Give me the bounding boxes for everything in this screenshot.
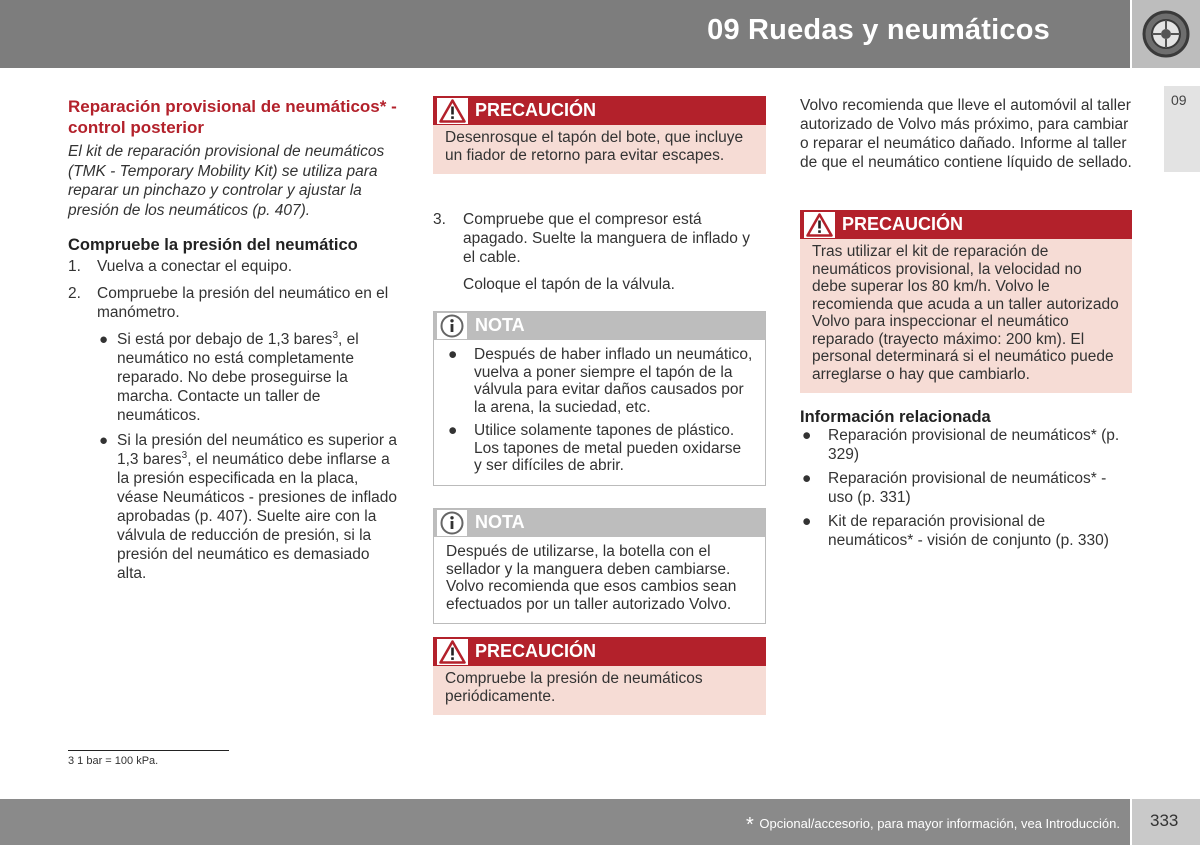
related-link-text[interactable]: Reparación provisional de neumáticos* (p. 329): [828, 427, 1120, 463]
tire-icon-box: [1132, 0, 1200, 68]
warning-header: [433, 96, 766, 125]
warning-icon-box: [437, 639, 468, 665]
warning-box-1: [433, 96, 766, 174]
note-bullet-text: Utilice solamente tapones de plástico. Los tapones de metal pueden oxidarse y ser difíciles de abrir.: [474, 422, 742, 474]
footer-asterisk: *: [746, 814, 754, 836]
bullet-dot-icon: ●: [802, 427, 812, 444]
bullet-text: Si está por debajo de 1,3 bares: [117, 331, 333, 348]
step-number: 1.: [68, 258, 81, 275]
related-heading: Información relacionada: [800, 408, 991, 426]
step-3-extra: Coloque el tapón de la válvula.: [463, 276, 675, 293]
note-text: Después de utilizarse, la botella con el sellador y la manguera deben cambiarse. Volvo recomienda que esos cambios sean efectuados por un taller autorizado Volvo.: [434, 537, 765, 623]
bullet-text: Si la presión del neumático es superior a 1,3 bares: [117, 432, 398, 468]
related-link-text[interactable]: Reparación provisional de neumáticos* - uso (p. 331): [828, 470, 1107, 506]
step-text: Vuelva a conectar el equipo.: [97, 258, 293, 275]
warning-text: Desenrosque el tapón del bote, que incluye un fiador de retorno para evitar escapes.: [433, 125, 766, 174]
note-bullet-text: Después de haber inflado un neumático, vuelva a poner siempre el tapón de la válvula para evitar daños causados por la arena, la suciedad, etc.: [474, 346, 753, 416]
footnote: 3 1 bar = 100 kPa.: [68, 755, 159, 767]
warning-label: PRECAUCIÓN: [475, 100, 597, 120]
step-3: [433, 210, 766, 267]
step-text: Compruebe la presión del neumático en el manómetro.: [97, 285, 389, 321]
note-label: NOTA: [475, 512, 525, 532]
bullet-text: , el neumático no está completamente reparado. No debe proseguirse la marcha. Contacte un taller de neumáticos.: [117, 331, 359, 424]
bullet-text: , el neumático debe inflarse a la presión especificada en la placa, véase Neumáticos - presiones de inflado aprobadas (p. 407). Suelte aire con la válvula de reducción de presión, si la presión del neumático es demasiado alta.: [117, 451, 398, 582]
tire-icon: [1141, 9, 1191, 59]
note-header: [434, 509, 765, 537]
footnote-ref[interactable]: 3: [332, 330, 338, 341]
bullet-dot-icon: ●: [448, 346, 458, 363]
note-box-1: [433, 311, 766, 486]
note-label: NOTA: [475, 315, 525, 335]
info-icon: [440, 314, 464, 338]
info-icon-box: [437, 510, 467, 536]
bullet-item: [97, 431, 400, 583]
bullet-dot-icon: ●: [802, 513, 812, 530]
warning-header: [433, 637, 766, 666]
column-3: [800, 96, 1132, 172]
step-1: [68, 257, 400, 276]
bullet-dot-icon: ●: [802, 470, 812, 487]
footer-bar: [0, 799, 1130, 845]
warning-header: [800, 210, 1132, 239]
page-number: 333: [1150, 811, 1179, 830]
column-1: [68, 96, 400, 583]
related-info: [800, 408, 1132, 550]
bullet-dot-icon: ●: [448, 422, 458, 439]
note-body: [434, 340, 765, 485]
warning-icon-box: [804, 212, 835, 238]
chapter-tab[interactable]: [1164, 86, 1200, 172]
step-number: 3.: [433, 211, 446, 228]
note-header: [434, 312, 765, 340]
related-link[interactable]: [800, 513, 1132, 550]
page-number-box: [1132, 799, 1200, 845]
bullet-dot-icon: ●: [99, 432, 109, 449]
footer-note-text: Opcional/accesorio, para mayor información, vea Introducción.: [759, 816, 1120, 831]
column-3-intro: Volvo recomienda que lleve el automóvil al taller autorizado de Volvo más próximo, para cambiar o reparar el neumático dañado. Informe al taller de que el neumático contiene líquido de sellado.: [800, 97, 1132, 171]
warning-box-2: [433, 637, 766, 715]
footnote-divider: [68, 750, 229, 751]
note-box-2: [433, 508, 766, 624]
footnote-ref[interactable]: 3: [181, 450, 188, 461]
step-number: 2.: [68, 285, 81, 302]
bullet-dot-icon: ●: [99, 331, 109, 348]
footer-note: [746, 814, 1120, 837]
warning-box-3: [800, 210, 1132, 393]
info-icon: [440, 511, 464, 535]
warning-triangle-icon: [439, 640, 466, 664]
related-link-text[interactable]: Kit de reparación provisional de neumáticos* - visión de conjunto (p. 330): [828, 513, 1109, 549]
header-bar: [0, 0, 1130, 68]
warning-triangle-icon: [806, 213, 833, 237]
step-3-block: [433, 208, 766, 294]
intro-text: El kit de reparación provisional de neumáticos (TMK - Temporary Mobility Kit) se utiliza para reparar un pinchazo y controlar y ajustar la presión de los neumáticos (p. 407).: [68, 143, 385, 219]
pressure-bullets: [68, 330, 400, 583]
warning-text: Tras utilizar el kit de reparación de neumáticos provisional, la velocidad no debe superar los 80 km/h. Volvo le recomienda que acuda a un taller autorizado Volvo para inspeccionar el neumático reparado (trayecto máximo: 200 km). El personal determinará si el neumático puede arreglarse o hay que cambiarlo.: [800, 239, 1132, 393]
warning-triangle-icon: [439, 99, 466, 123]
related-link[interactable]: [800, 427, 1132, 464]
note-bullet: [446, 422, 753, 475]
bullet-item: [97, 330, 400, 425]
subheading: Compruebe la presión del neumático: [68, 236, 358, 254]
step-2: [68, 284, 400, 322]
page-title: 09 Ruedas y neumáticos: [707, 14, 1050, 46]
note-bullet: [446, 346, 753, 416]
warning-icon-box: [437, 98, 468, 124]
related-link[interactable]: [800, 470, 1132, 507]
warning-label: PRECAUCIÓN: [842, 214, 964, 234]
info-icon-box: [437, 313, 467, 339]
section-title: Reparación provisional de neumáticos* - control posterior: [68, 97, 397, 137]
chapter-tab-label: 09: [1171, 92, 1187, 108]
warning-text: Compruebe la presión de neumáticos periódicamente.: [433, 666, 766, 715]
step-text: Compruebe que el compresor está apagado. Suelte la manguera de inflado y el cable.: [463, 211, 750, 266]
warning-label: PRECAUCIÓN: [475, 641, 597, 661]
